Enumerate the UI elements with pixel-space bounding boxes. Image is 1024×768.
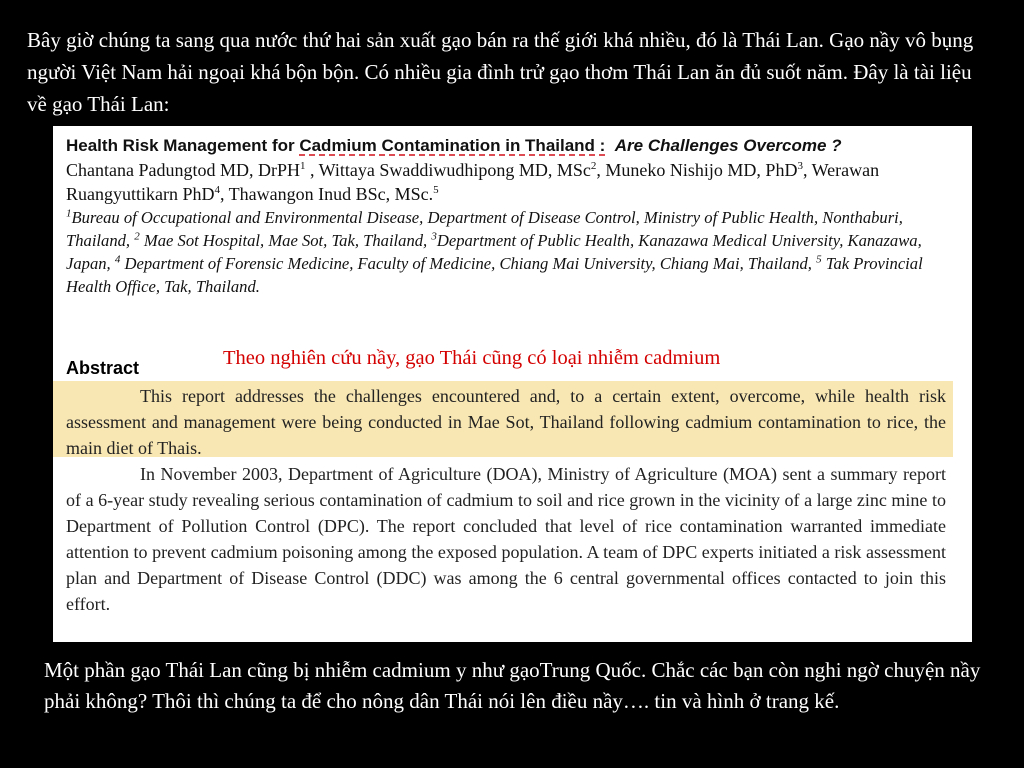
intro-text: Bây giờ chúng ta sang qua nước thứ hai sản xuất gạo bán ra thế giới khá nhiều, đó là Thái Lan. Gạo nầy vô bụng người Việt Nam hải ngoại khá bộn bộn. Có nhiều gia đình trử gạo thơm Thái Lan ăn đủ suốt năm. Đây là tài liệu về gạo Thái Lan: [27, 28, 974, 116]
paper-authors [66, 158, 948, 206]
author-2: , Wittaya Swaddiwudhipong MD, MSc [305, 160, 591, 180]
author-4-sup: 4 [214, 184, 220, 196]
author-5: , Thawangon Inud BSc, MSc. [220, 184, 434, 204]
affil-2-sup: 2 [134, 230, 140, 243]
affil-2: Mae Sot Hospital, Mae Sot, Tak, Thailand, [139, 231, 432, 250]
paper-excerpt [53, 126, 972, 642]
author-1-sup: 1 [299, 160, 306, 172]
affil-5-sup: 5 [816, 253, 822, 266]
affil-4: Department of Forensic Medicine, Faculty of Medicine, Chiang Mai University, Chiang Mai, Thailand, [120, 254, 817, 273]
affil-3-sup: 3 [431, 230, 437, 243]
abstract-paragraph-1: This report addresses the challenges encountered and, to a certain extent, overcome, while health risk assessment and management were being conducted in Mae Sot, Thailand following cadmium contamination to rice, the main diet of Thais. [66, 386, 946, 458]
paper-title [66, 134, 948, 158]
abstract-heading: Abstract [66, 358, 140, 378]
title-italic: Are Challenges Overcome ? [614, 136, 842, 155]
affil-3: Department of Public Health, Kanazawa Medical University, Kanazawa, Japan, [66, 231, 922, 273]
author-3: , Muneko Nishijo MD, PhD [596, 160, 798, 180]
affil-1-sup: 1 [66, 207, 72, 220]
author-3-sup: 3 [797, 160, 803, 172]
paper-header [66, 134, 948, 298]
title-underlined: Cadmium Contamination in Thailand : [299, 136, 606, 155]
author-1: Chantana Padungtod MD, DrPH [66, 160, 300, 180]
author-4: , Werawan Ruangyuttikarn PhD [66, 160, 880, 204]
affil-1: Bureau of Occupational and Environmental Disease, Department of Disease Control, Ministry of Public Health, Nonthaburi, Thailand, [66, 208, 903, 250]
paper-affiliations [66, 206, 948, 298]
annotation-note: Theo nghiên cứu nầy, gạo Thái cũng có loại nhiễm cadmium [223, 347, 721, 369]
title-prefix: Health Risk Management for [66, 136, 300, 155]
affil-5: Tak Provincial Health Office, Tak, Thailand. [66, 254, 923, 296]
author-2-sup: 2 [590, 160, 597, 172]
author-5-sup: 5 [433, 184, 439, 196]
abstract-paragraph-2: In November 2003, Department of Agriculture (DOA), Ministry of Agriculture (MOA) sent a summary report of a 6-year study revealing serious contamination of cadmium to soil and rice grown in the vicinity of a large zinc mine to Department of Pollution Control (DPC). The report concluded that level of rice contamination warranted immediate attention to prevent cadmium poisoning among the exposed population. A team of DPC experts initiated a risk assessment plan and Department of Disease Control (DDC) was among the 6 central governmental offices contacted to join this effort. [66, 464, 946, 614]
outro-text: Một phần gạo Thái Lan cũng bị nhiễm cadmium y như gạoTrung Quốc. Chắc các bạn còn nghi ngờ chuyện nầy phải không? Thôi thì chúng ta để cho nông dân Thái nói lên điều nầy…. tin và hình ở trang kế. [44, 658, 981, 713]
affil-4-sup: 4 [114, 253, 121, 266]
abstract-body [66, 383, 946, 617]
